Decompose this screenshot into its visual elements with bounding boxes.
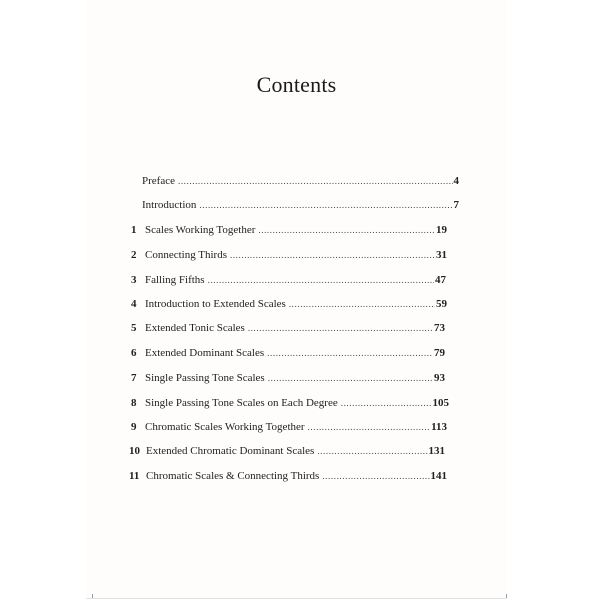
toc-entry-introduction	[142, 198, 459, 212]
toc-entry-chapter-6	[131, 346, 445, 360]
toc-entry-chapter-5	[131, 321, 445, 335]
toc-entry-label: Single Passing Tone Scales	[145, 372, 265, 384]
toc-entry-label: Connecting Thirds	[145, 249, 227, 261]
toc-entry-number: 4	[131, 298, 137, 310]
dot-leader	[230, 248, 435, 262]
toc-entry-number: 5	[131, 322, 137, 334]
toc-entry-page: 47	[435, 274, 446, 286]
toc-entry-number: 11	[129, 470, 140, 482]
dot-leader	[308, 420, 431, 434]
toc-entry-page: 131	[428, 445, 445, 457]
toc-entry-page: 141	[430, 470, 447, 482]
table-of-contents	[86, 0, 507, 598]
dot-leader	[267, 346, 433, 360]
toc-entry-number: 1	[131, 224, 137, 236]
crop-mark-right	[506, 594, 507, 598]
toc-entry-chapter-3	[131, 273, 446, 287]
toc-entry-chapter-8	[131, 396, 449, 410]
toc-entry-page: 93	[434, 372, 445, 384]
toc-entry-number: 9	[131, 421, 137, 433]
toc-entry-label: Introduction	[142, 199, 197, 211]
dot-leader	[289, 297, 435, 311]
toc-entry-chapter-4	[131, 297, 447, 311]
toc-entry-page: 19	[436, 224, 447, 236]
toc-entry-label: Preface	[142, 175, 175, 187]
toc-entry-label: Extended Dominant Scales	[145, 347, 265, 359]
toc-entry-number: 3	[131, 274, 137, 286]
toc-entry-chapter-2	[131, 248, 447, 262]
toc-entry-page: 59	[436, 298, 447, 310]
toc-entry-chapter-10	[129, 444, 445, 458]
book-page	[86, 0, 507, 599]
crop-mark-left	[92, 594, 93, 598]
toc-entry-chapter-7	[131, 371, 445, 385]
toc-entry-number: 10	[129, 445, 140, 457]
toc-entry-number: 7	[131, 372, 137, 384]
toc-entry-chapter-1	[131, 223, 447, 237]
toc-entry-preface	[142, 174, 459, 188]
dot-leader	[248, 321, 433, 335]
toc-entry-page: 31	[436, 249, 447, 261]
toc-entry-page: 4	[453, 175, 459, 187]
dot-leader	[178, 174, 453, 188]
dot-leader	[322, 469, 429, 483]
toc-entry-chapter-11	[129, 469, 447, 483]
dot-leader	[208, 273, 434, 287]
toc-entry-page: 73	[434, 322, 445, 334]
toc-entry-number: 6	[131, 347, 137, 359]
toc-entry-page: 105	[432, 397, 449, 409]
page-title: Contents	[256, 72, 337, 97]
dot-leader	[258, 223, 435, 237]
toc-entry-label: Chromatic Scales & Connecting Thirds	[146, 470, 320, 482]
toc-entry-page: 113	[431, 421, 447, 433]
toc-entry-number: 2	[131, 249, 137, 261]
toc-entry-page: 7	[453, 199, 459, 211]
toc-entry-label: Falling Fifths	[145, 274, 205, 286]
dot-leader	[317, 444, 427, 458]
toc-entry-label: Extended Chromatic Dominant Scales	[146, 445, 315, 457]
dot-leader	[341, 396, 432, 410]
toc-entry-page: 79	[434, 347, 445, 359]
toc-entry-label: Introduction to Extended Scales	[145, 298, 286, 310]
toc-entry-number: 8	[131, 397, 137, 409]
toc-entry-label: Scales Working Together	[145, 224, 256, 236]
dot-leader	[199, 198, 452, 212]
toc-entry-label: Chromatic Scales Working Together	[145, 421, 305, 433]
dot-leader	[268, 371, 433, 385]
toc-entry-label: Extended Tonic Scales	[145, 322, 245, 334]
toc-entry-chapter-9	[131, 420, 447, 434]
toc-entry-label: Single Passing Tone Scales on Each Degree	[145, 397, 338, 409]
